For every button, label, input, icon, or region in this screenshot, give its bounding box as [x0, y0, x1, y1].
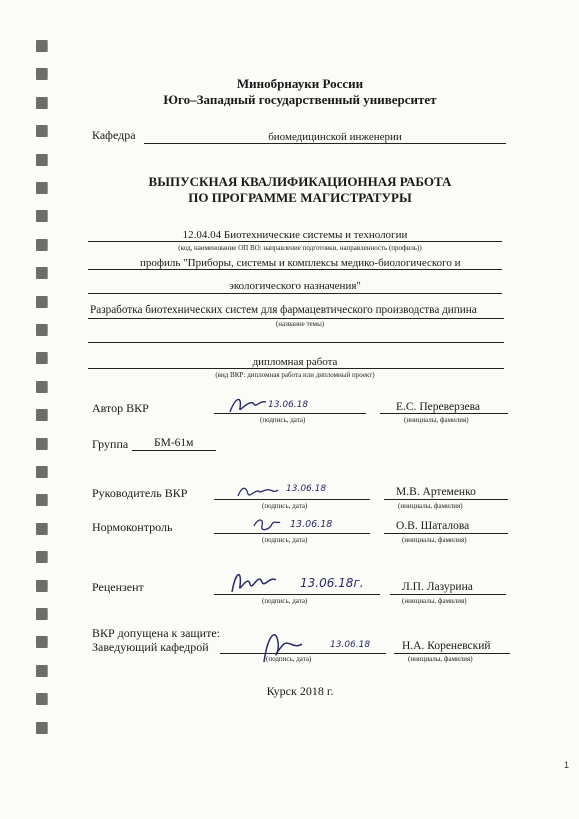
- admission-title: ВКР допущена к защите:: [92, 626, 220, 640]
- normcontrol-sign-line: [214, 533, 370, 534]
- binding-hole: [36, 494, 47, 506]
- binding-holes: [36, 40, 50, 740]
- normcontrol-name-caption: (инициалы, фамилия): [402, 536, 467, 544]
- work-title-line2: ПО ПРОГРАММЕ МАГИСТРАТУРЫ: [188, 190, 412, 205]
- binding-hole: [36, 352, 47, 364]
- reviewer-label: Рецензент: [92, 580, 144, 594]
- binding-hole: [36, 580, 47, 592]
- topic-extra-line: [88, 342, 504, 343]
- group-label: Группа: [92, 437, 129, 451]
- binding-hole: [36, 296, 47, 308]
- supervisor-sign-date: 13.06.18: [286, 484, 327, 494]
- reviewer-name: Л.П. Лазурина: [402, 581, 473, 593]
- department-value: биомедицинской инженерии: [268, 131, 402, 143]
- group-value: БМ-61м: [154, 437, 194, 449]
- group-line: [132, 450, 216, 451]
- binding-hole: [36, 210, 47, 222]
- binding-hole: [36, 97, 47, 109]
- binding-hole: [36, 409, 47, 421]
- binding-hole: [36, 466, 47, 478]
- reviewer-name-caption: (инициалы, фамилия): [402, 597, 467, 605]
- city-year: Курск 2018 г.: [266, 684, 334, 698]
- head-name-caption: (инициалы, фамилия): [408, 655, 473, 663]
- binding-hole: [36, 154, 47, 166]
- binding-hole: [36, 182, 47, 194]
- binding-hole: [36, 636, 47, 648]
- binding-hole: [36, 68, 47, 80]
- binding-hole: [36, 267, 47, 279]
- head-name-line: [394, 653, 510, 654]
- binding-hole: [36, 381, 47, 393]
- binding-hole: [36, 125, 47, 137]
- author-name-caption: (инициалы, фамилия): [404, 416, 469, 424]
- normcontrol-label: Нормоконтроль: [92, 520, 173, 534]
- supervisor-name-caption: (инициалы, фамилия): [398, 502, 463, 510]
- topic-caption: (название темы): [275, 320, 325, 328]
- head-signature-icon: [258, 626, 304, 671]
- binding-hole: [36, 40, 47, 52]
- department-line: [144, 143, 506, 144]
- page-number: 1: [563, 760, 569, 770]
- supervisor-name: М.В. Артеменко: [396, 486, 476, 498]
- work-type-caption: (вид ВКР: дипломная работа или дипломный проект): [215, 371, 375, 379]
- work-type-line: [88, 368, 504, 369]
- head-name: Н.А. Кореневский: [402, 640, 491, 652]
- binding-hole: [36, 239, 47, 251]
- work-title-line1: ВЫПУСКНАЯ КВАЛИФИКАЦИОННАЯ РАБОТА: [148, 174, 452, 189]
- profile-line1: [88, 269, 502, 270]
- author-label: Автор ВКР: [92, 401, 149, 415]
- direction-value: 12.04.04 Биотехнические системы и технологии: [182, 229, 408, 241]
- normcontrol-sign-date: 13.06.18: [290, 519, 333, 530]
- author-name-line: [380, 413, 508, 414]
- direction-line: [88, 241, 502, 242]
- author-name: Е.С. Переверзева: [396, 401, 480, 413]
- binding-hole: [36, 665, 47, 677]
- topic-value: Разработка биотехнических систем для фармацевтического производства дипина: [90, 304, 477, 316]
- work-type-value: дипломная работа: [252, 356, 338, 368]
- supervisor-label: Руководитель ВКР: [92, 486, 188, 500]
- head-sign-caption: (подпись, дата): [266, 655, 312, 663]
- head-of-department-label: Заведующий кафедрой: [92, 640, 209, 654]
- normcontrol-name-line: [384, 533, 508, 534]
- binding-hole: [36, 722, 47, 734]
- binding-hole: [36, 438, 47, 450]
- department-label: Кафедра: [92, 128, 136, 142]
- profile-line2-text: экологического назначения": [229, 280, 361, 292]
- profile-line1-text: профиль "Приборы, системы и комплексы медико-биологического и: [140, 257, 461, 269]
- normcontrol-sign-caption: (подпись, дата): [262, 536, 308, 544]
- binding-hole: [36, 608, 47, 620]
- reviewer-sign-caption: (подпись, дата): [262, 597, 308, 605]
- ministry-name: Минобрнауки России: [236, 76, 364, 91]
- profile-line2: [88, 293, 502, 294]
- author-sign-caption: (подпись, дата): [260, 416, 306, 424]
- binding-hole: [36, 693, 47, 705]
- binding-hole: [36, 551, 47, 563]
- supervisor-sign-caption: (подпись, дата): [262, 502, 308, 510]
- binding-hole: [36, 324, 47, 336]
- supervisor-name-line: [384, 499, 508, 500]
- direction-caption: (код, наименование ОП ВО: направление подготовки, направленность (профиль)): [178, 244, 422, 252]
- binding-hole: [36, 523, 47, 535]
- reviewer-name-line: [390, 594, 506, 595]
- head-sign-date: 13.06.18: [330, 640, 371, 650]
- author-sign-date: 13.06.18: [268, 400, 309, 410]
- reviewer-sign-date: 13.06.18г.: [300, 576, 364, 590]
- reviewer-signature-icon: [228, 566, 278, 601]
- topic-line: [88, 318, 504, 319]
- university-name: Юго–Западный государственный университет: [163, 92, 437, 107]
- normcontrol-name: О.В. Шаталова: [396, 520, 470, 532]
